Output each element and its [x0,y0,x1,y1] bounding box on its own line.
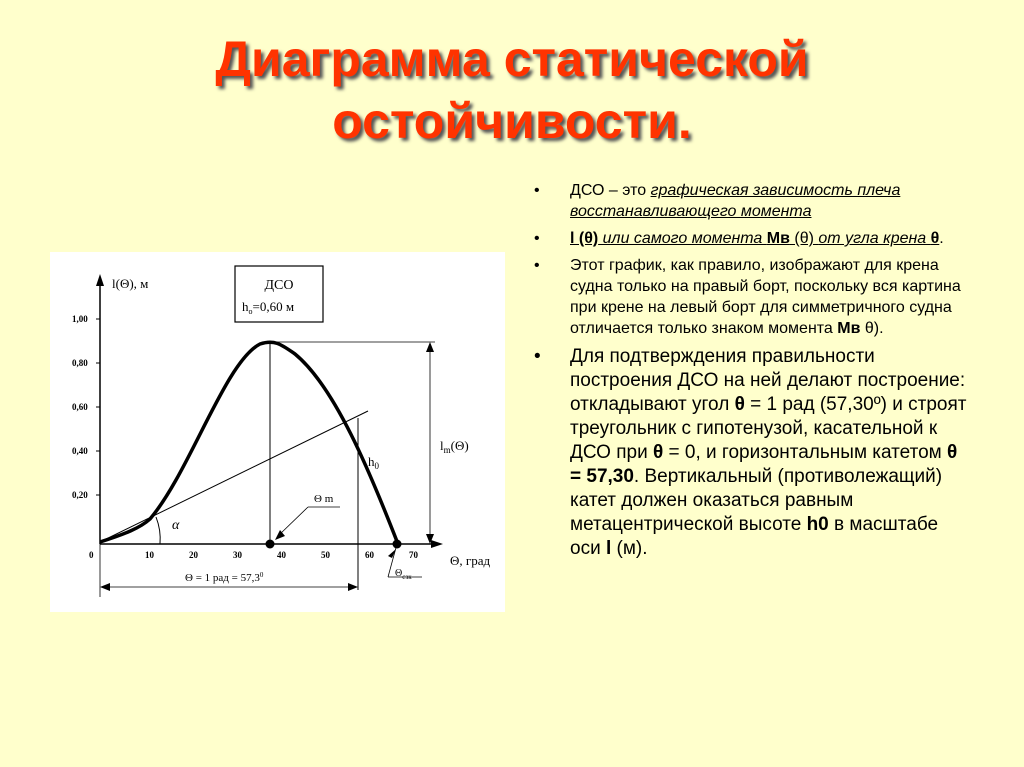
x-tick-label: 60 [365,550,374,560]
title-line-2: остойчивости. [332,93,692,149]
stability-diagram-svg [50,252,505,612]
box-h0: $h_о=0,60$ м [242,299,295,316]
y-axis-label: l(Θ), м [112,276,149,291]
lm-arrow-top [426,342,434,352]
x-ticks [89,550,419,560]
bullet-marker: • [534,230,540,247]
y-tick-label: 0,80 [72,358,88,368]
one-rad-label: Θ = 1 рад = $57,3^0$ [185,571,264,584]
bullet-list [532,180,972,567]
bullet-marker: • [534,257,540,274]
y-tick-label: 0,20 [72,490,88,500]
theta-max-point [266,540,275,549]
h0-label: $h_0$ [368,454,379,471]
x-tick-label: 40 [277,550,286,560]
y-tick-label: 0,60 [72,402,88,412]
y-tick-label: 0,40 [72,446,88,456]
box-title: ДСО [264,278,294,293]
y-tick-label: 1,00 [72,314,88,324]
alpha-arc [156,517,160,544]
y-ticks [72,314,100,500]
slide-title [0,28,1024,152]
stability-diagram-figure [50,252,505,612]
x-tick-label: 70 [409,550,418,560]
title-line-1: Диаграмма статической [215,31,809,87]
stability-curve [100,342,398,544]
x-tick-label: 50 [321,550,330,560]
y-axis-arrow [96,274,104,286]
bullet-marker: • [534,346,541,367]
tangent-line [100,411,368,542]
bullet-marker: • [534,182,540,199]
theta-m-leader [278,507,308,536]
x-tick-label: 10 [145,550,154,560]
x-tick-label: 0 [89,550,94,560]
bullet-item-1: • ДСО – это графическая зависимость плеча восстанавливающего момента [534,182,901,220]
theta-m-label: Θ m [314,493,334,505]
alpha-label: α [172,518,180,533]
x-axis-arrow [431,540,443,548]
x-axis-label: Θ, град [450,553,491,568]
bullet-item-4: • Для подтверждения правильности построения ДСО на ней делают построение: откладывают угол θ = 1 рад (57,30º) и строят треугольник с гипотенузой, касательной к ДСО при θ = 0, и горизонтальным катетом θ = 57,30. Вертикальный (противолежащий) катет должен оказаться равным метацентрической высоте h0 в масштабе оси l (м). [534,346,967,559]
bullet-item-3: • Этот график, как правило, изображают для крена судна только на правый борт, поскольку вся картина при крене на левый борт для симметричного судна отличается только знаком момента Мв θ). [534,257,961,337]
x-tick-label: 20 [189,550,198,560]
x-tick-label: 30 [233,550,242,560]
lm-label: $l_m(\Theta)$ [440,438,469,455]
bullet-item-2: • l (θ) или самого момента Мв (θ) от угла крена θ. [534,230,944,247]
theta-sz-label: $\Theta_{сзк}$ [395,568,412,581]
